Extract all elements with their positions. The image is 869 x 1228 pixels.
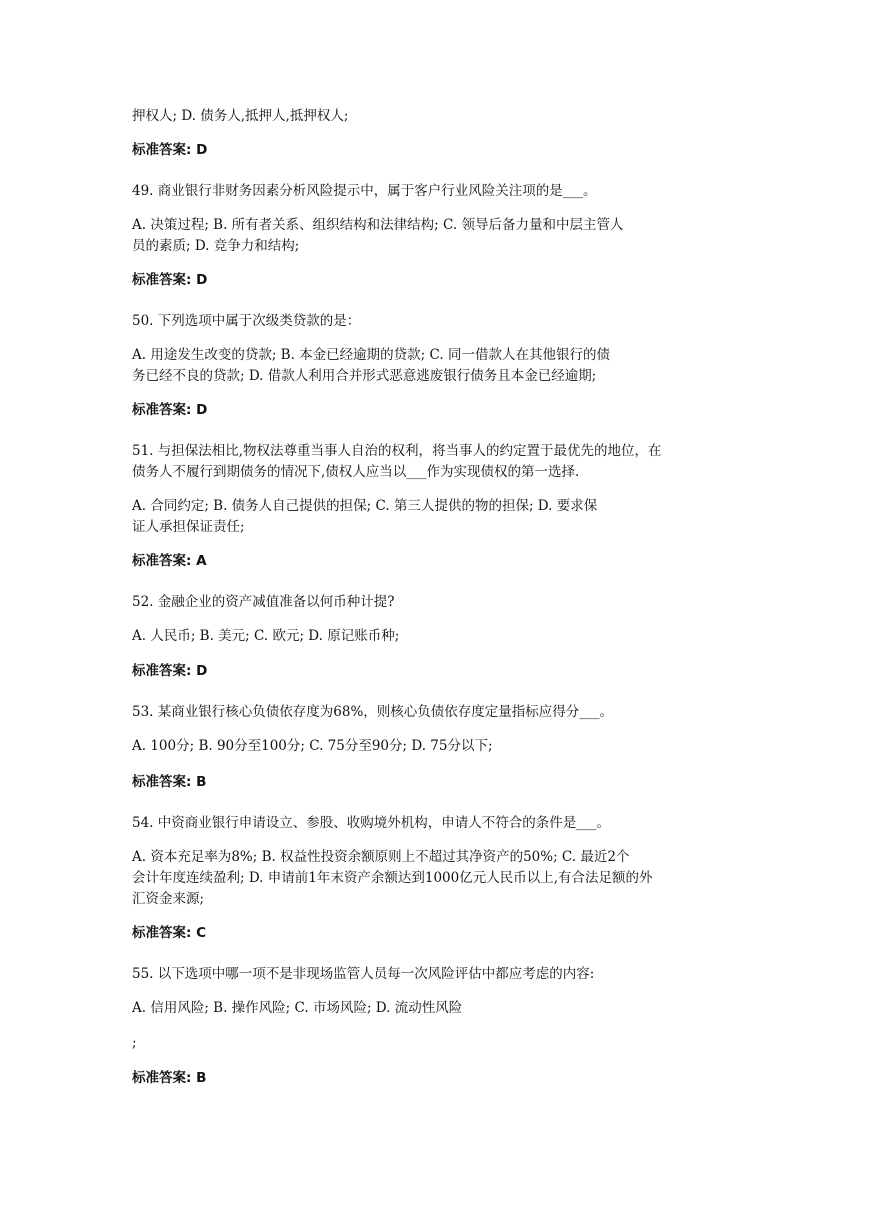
standard-answer: 标准答案: C	[132, 925, 207, 941]
options-text: A. 资本充足率为8%; B. 权益性投资余额原则上不超过其净资产的50%; C. 最近2个	[132, 849, 630, 865]
options-text: 证人承担保证责任;	[132, 519, 245, 535]
options-text: 押权人; D. 债务人,抵押人,抵押权人;	[132, 108, 349, 124]
standard-answer: 标准答案: D	[132, 142, 208, 158]
question-51-cont: 债务人不履行到期债务的情况下,债权人应当以___作为实现债权的第一选择.	[132, 464, 580, 480]
question-49: 49. 商业银行非财务因素分析风险提示中，属于客户行业风险关注项的是___。	[132, 183, 597, 199]
standard-answer: 标准答案: D	[132, 272, 208, 288]
standard-answer: 标准答案: B	[132, 1070, 207, 1086]
options-text: A. 合同约定; B. 债务人自己提供的担保; C. 第三人提供的物的担保; D. 要求保	[132, 498, 598, 514]
options-text: 汇资金来源;	[132, 891, 205, 907]
question-55: 55. 以下选项中哪一项不是非现场监管人员每一次风险评估中都应考虑的内容:	[132, 966, 595, 982]
standard-answer: 标准答案: A	[132, 553, 207, 569]
options-text: A. 决策过程; B. 所有者关系、组织结构和法律结构; C. 领导后备力量和中层主管人	[132, 217, 624, 233]
standard-answer: 标准答案: D	[132, 663, 208, 679]
options-text: ;	[132, 1035, 137, 1051]
question-54: 54. 中资商业银行申请设立、参股、收购境外机构，申请人不符合的条件是___。	[132, 815, 611, 831]
standard-answer: 标准答案: B	[132, 774, 207, 790]
options-text: 员的素质; D. 竞争力和结构;	[132, 238, 300, 254]
options-text: A. 100分; B. 90分至100分; C. 75分至90分; D. 75分以下;	[132, 738, 493, 754]
options-text: A. 信用风险; B. 操作风险; C. 市场风险; D. 流动性风险	[132, 1000, 463, 1016]
question-52: 52. 金融企业的资产减值准备以何币种计提?	[132, 594, 395, 610]
question-50: 50. 下列选项中属于次级类贷款的是：	[132, 313, 361, 329]
options-text: A. 人民币; B. 美元; C. 欧元; D. 原记账币种;	[132, 628, 400, 644]
question-53: 53. 某商业银行核心负债依存度为68%，则核心负债依存度定量指标应得分___。	[132, 704, 614, 720]
options-text: 会计年度连续盈利; D. 申请前1年末资产余额达到1000亿元人民币以上,有合法足额的外	[132, 870, 653, 886]
options-text: A. 用途发生改变的贷款; B. 本金已经逾期的贷款; C. 同一借款人在其他银行的债	[132, 347, 610, 363]
options-text: 务已经不良的贷款; D. 借款人利用合并形式恶意逃废银行债务且本金已经逾期;	[132, 368, 597, 384]
question-51: 51. 与担保法相比,物权法尊重当事人自治的权利，将当事人的约定置于最优先的地位，在	[132, 443, 662, 459]
standard-answer: 标准答案: D	[132, 402, 208, 418]
